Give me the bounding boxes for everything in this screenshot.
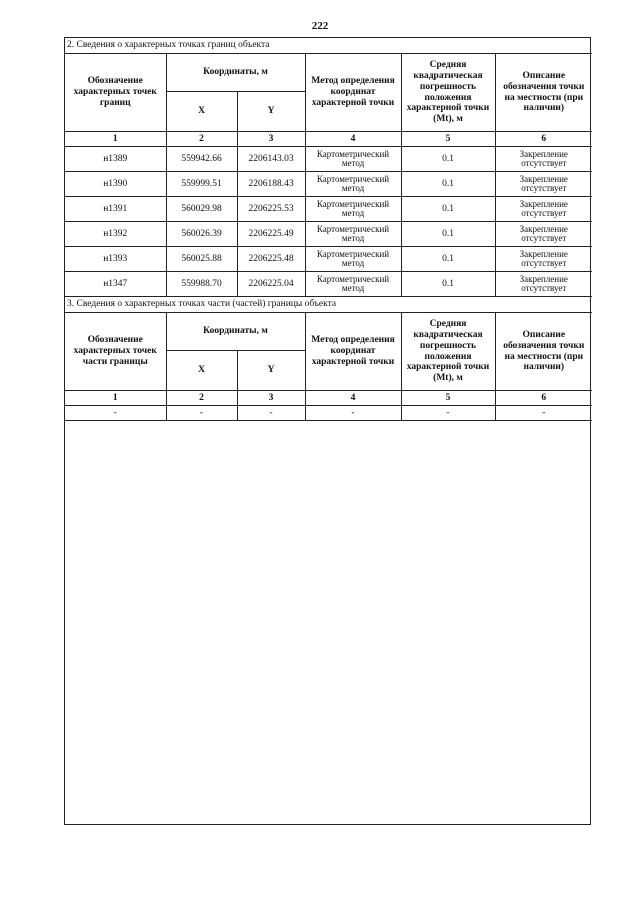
point-x: 560025.88 xyxy=(166,247,237,272)
empty-cell: - xyxy=(401,406,495,421)
point-y: 2206225.53 xyxy=(237,197,305,222)
column-index-row xyxy=(65,391,592,406)
point-method: Картометрический метод xyxy=(305,272,401,297)
column-index: 3 xyxy=(237,132,305,147)
point-x: 560029.98 xyxy=(166,197,237,222)
point-y: 2206225.49 xyxy=(237,222,305,247)
point-description: Закрепление отсутствует xyxy=(495,147,592,172)
point-id: н1390 xyxy=(65,172,166,197)
col-y-header: Y xyxy=(237,92,305,132)
empty-cell: - xyxy=(166,406,237,421)
point-description: Закрепление отсутствует xyxy=(495,247,592,272)
point-x: 560026.39 xyxy=(166,222,237,247)
point-description: Закрепление отсутствует xyxy=(495,222,592,247)
table-row xyxy=(65,197,592,222)
empty-cell: - xyxy=(237,406,305,421)
col-coordinates-header: Координаты, м xyxy=(166,54,305,92)
column-index: 3 xyxy=(237,391,305,406)
column-index: 2 xyxy=(166,132,237,147)
table-row xyxy=(65,272,592,297)
empty-cell: - xyxy=(495,406,592,421)
point-method: Картометрический метод xyxy=(305,197,401,222)
col-error-header: Средняя квадратическая погрешность положения характерной точки (Mt), м xyxy=(401,313,495,391)
col-y-header: Y xyxy=(237,351,305,391)
column-index: 6 xyxy=(495,391,592,406)
point-error: 0.1 xyxy=(401,147,495,172)
point-description: Закрепление отсутствует xyxy=(495,172,592,197)
point-error: 0.1 xyxy=(401,222,495,247)
document-frame xyxy=(64,37,591,825)
point-method: Картометрический метод xyxy=(305,147,401,172)
col-method-header: Метод определения координат характерной точки xyxy=(305,54,401,132)
column-index: 2 xyxy=(166,391,237,406)
point-y: 2206225.04 xyxy=(237,272,305,297)
point-id: н1393 xyxy=(65,247,166,272)
point-error: 0.1 xyxy=(401,247,495,272)
col-coordinates-header: Координаты, м xyxy=(166,313,305,351)
empty-cell: - xyxy=(65,406,166,421)
column-index-row xyxy=(65,132,592,147)
col-x-header: X xyxy=(166,92,237,132)
point-description: Закрепление отсутствует xyxy=(495,197,592,222)
point-method: Картометрический метод xyxy=(305,172,401,197)
column-index: 1 xyxy=(65,132,166,147)
empty-cell: - xyxy=(305,406,401,421)
column-index: 1 xyxy=(65,391,166,406)
point-x: 559988.70 xyxy=(166,272,237,297)
table-row xyxy=(65,247,592,272)
point-id: н1391 xyxy=(65,197,166,222)
point-y: 2206188.43 xyxy=(237,172,305,197)
col-error-header: Средняя квадратическая погрешность положения характерной точки (Mt), м xyxy=(401,54,495,132)
table-row xyxy=(65,172,592,197)
table-row xyxy=(65,222,592,247)
point-id: н1389 xyxy=(65,147,166,172)
point-error: 0.1 xyxy=(401,272,495,297)
point-id: н1347 xyxy=(65,272,166,297)
empty-data-row xyxy=(65,406,592,421)
col-x-header: X xyxy=(166,351,237,391)
table-row xyxy=(65,147,592,172)
point-description: Закрепление отсутствует xyxy=(495,272,592,297)
point-y: 2206143.03 xyxy=(237,147,305,172)
boundary-points-table xyxy=(65,38,592,421)
page-number: 222 xyxy=(311,20,329,32)
point-error: 0.1 xyxy=(401,197,495,222)
point-method: Картометрический метод xyxy=(305,222,401,247)
col-description-header: Описание обозначения точки на местности (при наличии) xyxy=(495,54,592,132)
column-index: 5 xyxy=(401,391,495,406)
column-index: 5 xyxy=(401,132,495,147)
col-method-header: Метод определения координат характерной точки xyxy=(305,313,401,391)
col-designation-header: Обозначение характерных точек границ xyxy=(65,54,166,132)
column-index: 4 xyxy=(305,391,401,406)
column-index: 4 xyxy=(305,132,401,147)
col-description-header: Описание обозначения точки на местности (при наличии) xyxy=(495,313,592,391)
col-designation-header: Обозначение характерных точек части границы xyxy=(65,313,166,391)
point-x: 559999.51 xyxy=(166,172,237,197)
section3-title: 3. Сведения о характерных точках части (частей) границы объекта xyxy=(65,297,592,313)
point-x: 559942.66 xyxy=(166,147,237,172)
point-y: 2206225.48 xyxy=(237,247,305,272)
point-method: Картометрический метод xyxy=(305,247,401,272)
point-error: 0.1 xyxy=(401,172,495,197)
section2-title: 2. Сведения о характерных точках границ объекта xyxy=(65,38,592,54)
point-id: н1392 xyxy=(65,222,166,247)
column-index: 6 xyxy=(495,132,592,147)
